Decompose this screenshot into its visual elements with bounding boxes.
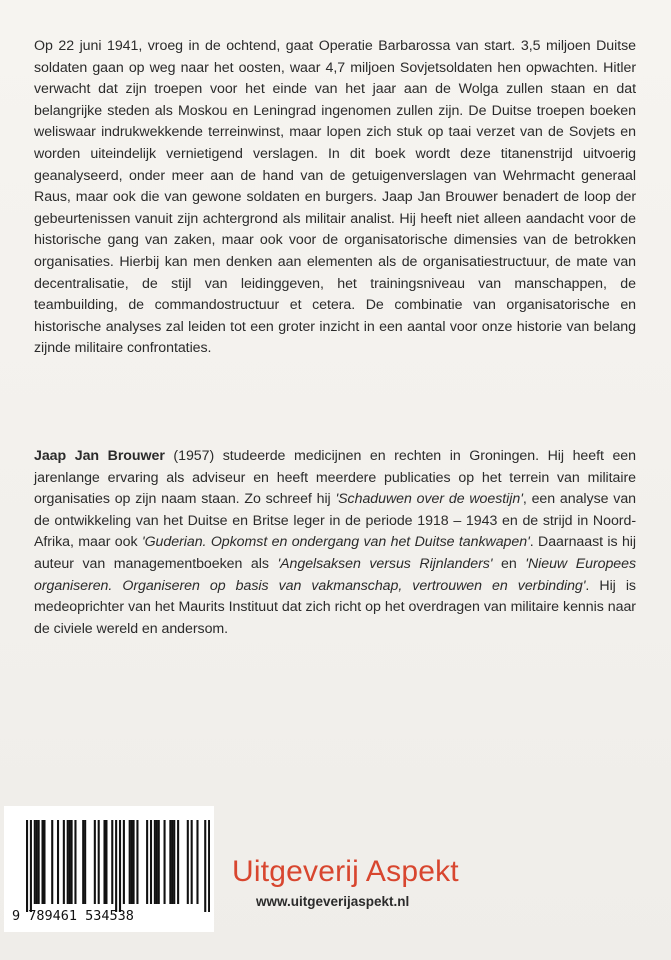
barcode-bar: [84, 820, 86, 904]
barcode-bar: [158, 820, 160, 904]
barcode-bar: [34, 820, 36, 904]
barcode-bar: [26, 820, 28, 912]
barcode-bar: [94, 820, 96, 904]
synopsis-paragraph: Op 22 juni 1941, vroeg in de ochtend, gaat Operatie Barbarossa van start. 3,5 miljoen Duitse soldaten gaan op weg naar het oosten, waar 4,7 miljoen Sovjetsoldaten hen opwachten. Hitler verwacht dat zijn troepen voor het einde van het jaar aan de Wolga zullen staan en dat belangrijke steden als Moskou en Leningrad ingenomen zullen zijn. De Duitse troepen boeken weliswaar indrukwekkende terreinwinst, maar lopen zich stuk op taai verzet van de Sovjets en worden uiteindelijk vernietigend verslagen. In dit boek wordt deze titanenstrijd uitvoerig geanalyseerd, onder meer aan de hand van de getuigenverslagen van Wehrmacht generaal Raus, maar ook die van gewone soldaten en burgers. Jaap Jan Brouwer benadert de loop der gebeurtenissen vanuit zijn achtergrond als militair analist. Hij heeft niet alleen aandacht voor de historische gang van zaken, maar ook voor de organisatorische dimensies van de betrokken organisaties. Hierbij kan men denken aan elementen als de organisatiestructuur, de mate van decentralisatie, de stijl van leidinggeven, het trainingsniveau van manschappen, de teambuilding, de commandostructuur et cetera. De combinatie van organisatorische en historische analyses zal leiden tot een groter inzicht in een aantal voor onze historie van belang zijnde militaire confrontaties.: [34, 38, 636, 357]
book-title-3: 'Angelsaksen versus Rijnlanders': [277, 555, 493, 572]
author-name: Jaap Jan Brouwer: [34, 448, 165, 464]
barcode-digits: 9 789461 534538: [12, 908, 134, 924]
barcode-bar: [103, 820, 105, 904]
barcode-bar: [38, 820, 40, 904]
bio-text-3: . Daarnaast is hij auteur van managementboeken als: [34, 534, 637, 572]
author-bio-paragraph: [34, 446, 636, 640]
barcode-bar: [187, 820, 189, 904]
barcode-bar: [173, 820, 175, 904]
barcode-bar: [115, 820, 117, 912]
barcode-bar: [51, 820, 53, 904]
barcode-bar: [131, 820, 133, 904]
barcode-bar: [69, 820, 71, 904]
barcode-bar: [119, 820, 121, 912]
barcode-bar: [136, 820, 138, 904]
barcode-bar: [71, 820, 73, 904]
barcode-bar: [57, 820, 59, 904]
barcode-bar: [150, 820, 152, 904]
barcode-bar: [129, 820, 131, 904]
barcode-bar: [30, 820, 32, 912]
barcode-bar: [82, 820, 84, 904]
isbn-barcode: [4, 806, 214, 932]
barcode-bar: [105, 820, 107, 904]
barcode-bar: [41, 820, 43, 904]
barcode-bar: [98, 820, 100, 904]
barcode-bar: [123, 820, 125, 904]
barcode-bar: [204, 820, 206, 912]
barcode-bar: [164, 820, 166, 904]
bio-text-2: , een analyse van de ontwikkeling van het Duitse en Britse leger in de periode 1918 – 1943 en de strijd in Noord-Afrika, maar ook: [34, 491, 636, 551]
barcode-bar: [133, 820, 135, 904]
barcode-bar: [191, 820, 193, 904]
book-title-4: 'Nieuw Europees organiseren. Organiseren op basis van vakmanschap, vertrouwen en verbinding': [34, 555, 637, 594]
barcode-bars: [26, 820, 210, 912]
bio-text-5: . Hij is medeoprichter van het Maurits Instituut dat zich richt op het overdragen van militaire kennis naar de civiele wereld en andersom.: [34, 577, 636, 637]
barcode-bar: [171, 820, 173, 904]
barcode-bar: [169, 820, 171, 904]
barcode-bar: [43, 820, 45, 904]
barcode-bar: [156, 820, 158, 904]
barcode-bar: [177, 820, 179, 904]
book-title-2: 'Guderian. Opkomst en ondergang van het Duitse tankwapen': [141, 534, 530, 551]
bio-text-4: en: [492, 555, 526, 572]
barcode-bar: [63, 820, 65, 904]
bio-text-1: (1957) studeerde medicijnen en rechten in Groningen. Hij heeft een jarenlange ervaring als adviseur en heeft meerdere publicaties op het terrein van militaire organisaties op zijn naam staan. Zo schreef hij: [34, 448, 636, 508]
barcode-bar: [154, 820, 156, 904]
barcode-bar: [208, 820, 210, 912]
barcode-bar: [36, 820, 38, 904]
publisher-website[interactable]: www.uitgeverijaspekt.nl: [256, 894, 410, 909]
barcode-bar: [196, 820, 198, 904]
barcode-bar: [74, 820, 76, 904]
barcode-bar: [111, 820, 113, 904]
book-title-1: 'Schaduwen over de woestijn': [335, 491, 523, 508]
barcode-bar: [146, 820, 148, 904]
publisher-name: Uitgeverij Aspekt: [232, 855, 459, 888]
barcode-bar: [67, 820, 69, 904]
